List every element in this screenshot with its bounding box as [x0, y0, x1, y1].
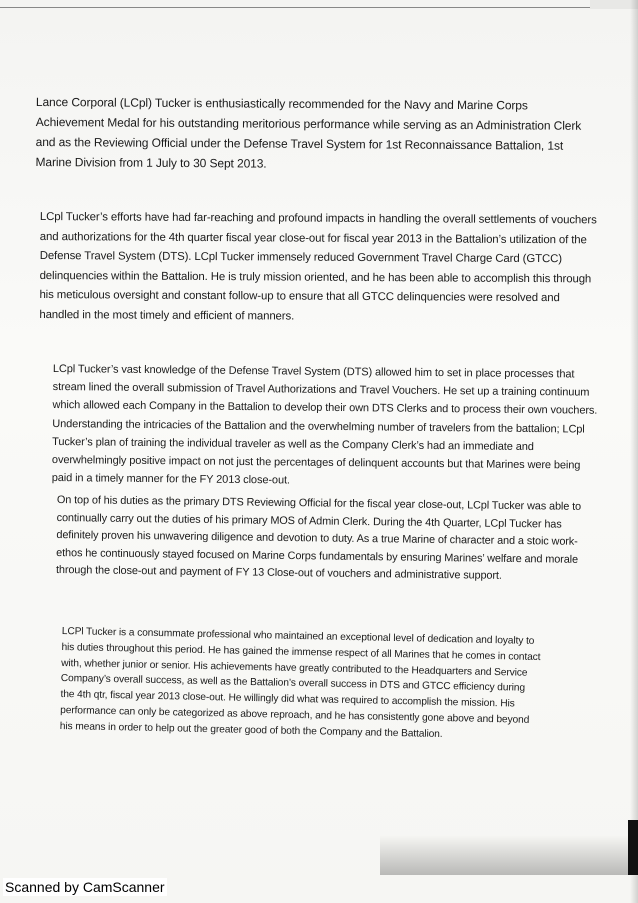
paragraph-recommendation: Lance Corporal (LCpl) Tucker is enthusiastically recommended for the Navy and Marine Corps Achievement Medal for his outstanding meritorious performance while serving as an Administration Clerk and as the Reviewing Official under the Defense Travel System for 1st Reconnaissance Battalion, 1st Marine Division from 1 July to 30 Sept 2013. [35, 94, 582, 171]
page-top-edge [0, 7, 638, 8]
paragraph-dts-knowledge: LCpl Tucker’s vast knowledge of the Defense Travel System (DTS) allowed him to set in place processes that stream lined the overall submission of Travel Authorizations and Travel Vouchers. He set up a training continuum which allowed each Company in the Battalion to develop their own DTS Clerks and to process their own vouchers. Understanding the intricacies of the Battalion and the overwhelming number of travelers from the battalion; LCpl Tucker’s plan of training the individual traveler as well as the Company Clerk’s had an immediate and overwhelmingly positive impact on not just the percentages of delinquent accounts but that Marines were being paid in a timely manner for the FY 2013 close-out. [51, 362, 598, 487]
paragraph-dts-impact: LCpl Tucker’s efforts have had far-reaching and profound impacts in handling the overall settlements of vouchers and authorizations for the 4th quarter fiscal year close-out for fiscal year 2013 in the Battalion’s utilization of the Defense Travel System (DTS). LCpl Tucker immensely reduced Government Travel Charge Card (GTCC) delinquencies within the Battalion. He is truly mission oriented, and he has been able to accomplish this through his meticulous oversight and constant follow-up to ensure that all GTCC delinquencies were resolved and handled in the most timely and efficient of manners. [39, 210, 597, 323]
paragraph-duties: On top of his duties as the primary DTS Reviewing Official for the fiscal year close-out, LCpl Tucker was able to continually carry out the duties of his primary MOS of Admin Clerk. During the 4th Quarter, LCpl Tucker has definitely proven his unwavering diligence and devotion to duty. As a true Marine of character and a stoic work-ethos he continuously stayed focused on Marine Corps fundamentals by ensuring Marines’ welfare and morale through the close-out and payment of FY 13 Close-out of vouchers and administrative support. [55, 493, 582, 582]
page-edge-dark [628, 820, 638, 875]
page-bottom-shadow [380, 835, 638, 875]
scanner-watermark: Scanned by CamScanner [5, 879, 165, 895]
paragraph-professionalism: LCPl Tucker is a consummate professional who maintained an exceptional level of dedication and loyalty to his duties throughout this period. He has gained the immense respect of all Marines that he comes in contact with, whether junior or senior. His achievements have greatly contributed to the Headquarters and Service Company’s overall success, as well as the Battalion’s overall success in DTS and GTCC efficiency during the 4th qtr, fiscal year 2013 close-out. He willingly did what was required to accomplish the mission. His performance can only be categorized as above reproach, and he has consistently gone above and beyond his means in order to help out the greater good of both the Company and the Battalion. [59, 625, 541, 740]
page-right-shadow [630, 0, 638, 903]
